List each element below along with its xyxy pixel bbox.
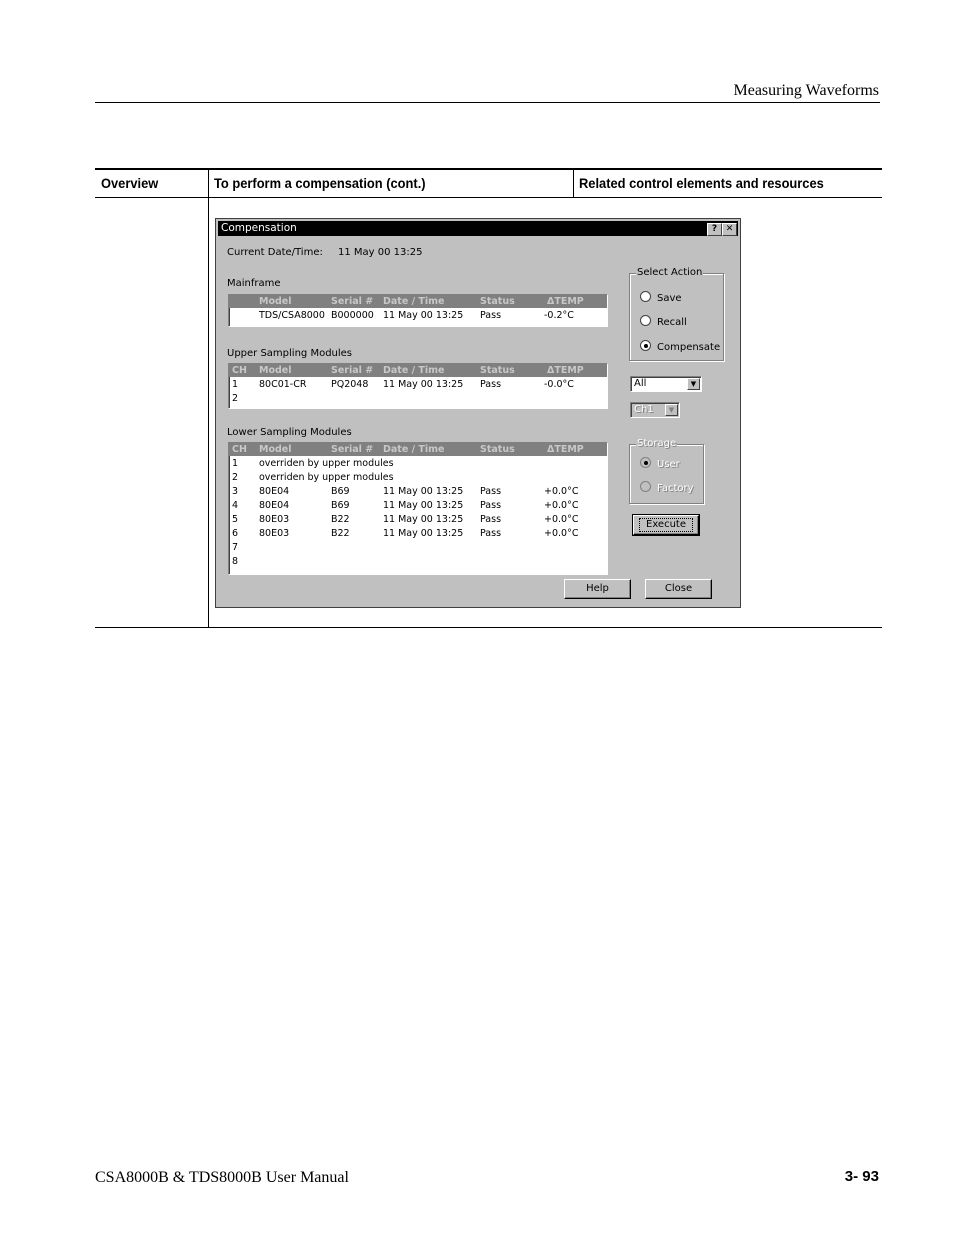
cell-datetime: 11 May 00 13:25 [383, 310, 464, 321]
cell-temp: +0.0°C [544, 486, 579, 497]
cell-ch: 1 [232, 458, 239, 469]
radio-compensate-label: Compensate [657, 342, 721, 353]
header-model: Model [259, 444, 292, 455]
grid-header [229, 364, 607, 377]
select-action-title: Select Action [637, 267, 703, 278]
cell-serial: B22 [331, 528, 350, 539]
cell-ch: 1 [232, 379, 239, 390]
section-title: Measuring Waveforms [733, 82, 879, 99]
table-row[interactable] [229, 377, 607, 391]
cell-temp: +0.0°C [544, 500, 579, 511]
cell-datetime: 11 May 00 13:25 [383, 486, 464, 497]
upper-modules-label: Upper Sampling Modules [227, 348, 353, 359]
cell-datetime: 11 May 00 13:25 [383, 528, 464, 539]
execute-button-label: Execute [639, 518, 693, 532]
storage-group [629, 438, 704, 504]
cell-status: Pass [480, 310, 502, 321]
cell-ch: 4 [232, 500, 239, 511]
radio-factory [640, 481, 694, 494]
dialog-titlebar [218, 221, 738, 236]
header-status: Status [480, 365, 515, 376]
datetime-label: Current Date/Time: [227, 247, 323, 258]
radio-user [640, 457, 680, 470]
table-row[interactable] [229, 554, 607, 568]
cell-model: 80E04 [259, 486, 290, 497]
cell-model: overriden by upper modules [259, 472, 394, 483]
table-row[interactable] [229, 526, 607, 540]
cell-status: Pass [480, 379, 502, 390]
storage-title: Storage [637, 438, 677, 449]
upper-modules-grid [228, 363, 608, 409]
header-serial: Serial # [331, 444, 374, 455]
radio-user-indicator [640, 457, 651, 468]
header-temp: ΔTEMP [547, 444, 584, 455]
grid-header [229, 443, 607, 456]
header-status: Status [480, 296, 515, 307]
cell-serial: B22 [331, 514, 350, 525]
cell-ch: 3 [232, 486, 239, 497]
manual-title: CSA8000B & TDS8000B User Manual [95, 1169, 349, 1186]
dialog-title: Compensation [221, 222, 297, 234]
column-header-related: Related control elements and resources [579, 175, 824, 191]
cell-ch: 2 [232, 472, 239, 483]
cell-model: 80C01-CR [259, 379, 307, 390]
radio-recall-label: Recall [657, 317, 687, 328]
module-select-value: All [634, 378, 647, 389]
header-rule [95, 102, 880, 103]
cell-model: overriden by upper modules [259, 458, 394, 469]
table-row[interactable] [229, 456, 607, 470]
table-row[interactable] [229, 512, 607, 526]
header-ch: CH [232, 365, 247, 376]
radio-factory-indicator [640, 481, 651, 492]
table-row[interactable] [229, 470, 607, 484]
cell-temp: +0.0°C [544, 528, 579, 539]
grid-header [229, 295, 607, 308]
close-button[interactable] [645, 579, 712, 599]
cell-serial: B69 [331, 500, 350, 511]
table-top-rule [95, 168, 882, 170]
select-action-group [629, 267, 724, 361]
chevron-down-icon[interactable]: ▼ [687, 378, 700, 390]
radio-save-indicator[interactable] [640, 291, 651, 302]
header-model: Model [259, 365, 292, 376]
cell-status: Pass [480, 486, 502, 497]
cell-temp: -0.2°C [544, 310, 574, 321]
radio-compensate-indicator[interactable] [640, 340, 651, 351]
table-column-divider [208, 170, 209, 628]
column-header-overview: Overview [101, 175, 159, 191]
cell-status: Pass [480, 528, 502, 539]
radio-recall-indicator[interactable] [640, 315, 651, 326]
cell-datetime: 11 May 00 13:25 [383, 500, 464, 511]
header-datetime: Date / Time [383, 444, 445, 455]
radio-factory-label: Factory [657, 483, 694, 494]
compensation-dialog [215, 218, 741, 608]
table-row[interactable] [229, 498, 607, 512]
header-status: Status [480, 444, 515, 455]
cell-temp: -0.0°C [544, 379, 574, 390]
column-header-procedure: To perform a compensation (cont.) [214, 175, 426, 191]
cell-model: 80E04 [259, 500, 290, 511]
cell-datetime: 11 May 00 13:25 [383, 379, 464, 390]
chevron-down-icon: ▼ [665, 404, 678, 416]
help-button-label: Help [586, 583, 609, 594]
radio-user-label: User [657, 459, 680, 470]
cell-ch: 2 [232, 393, 239, 404]
header-temp: ΔTEMP [547, 296, 584, 307]
cell-serial: B69 [331, 486, 350, 497]
cell-status: Pass [480, 514, 502, 525]
cell-datetime: 11 May 00 13:25 [383, 514, 464, 525]
radio-save-label: Save [657, 293, 682, 304]
cell-ch: 5 [232, 514, 239, 525]
cell-serial: B000000 [331, 310, 374, 321]
mainframe-grid [228, 294, 608, 327]
table-header-rule [95, 197, 882, 198]
radio-compensate[interactable] [640, 340, 720, 353]
mainframe-label: Mainframe [227, 278, 281, 289]
page-number: 3- 93 [844, 1168, 879, 1185]
cell-ch: 6 [232, 528, 239, 539]
help-button[interactable] [564, 579, 631, 599]
channel-select [630, 402, 680, 418]
table-row[interactable] [229, 484, 607, 498]
table-row[interactable] [229, 308, 607, 322]
cell-ch: 7 [232, 542, 239, 553]
help-icon[interactable]: ? [707, 223, 722, 236]
table-bottom-rule [95, 627, 882, 628]
header-model: Model [259, 296, 292, 307]
execute-button[interactable] [633, 515, 699, 535]
cell-status: Pass [480, 500, 502, 511]
header-datetime: Date / Time [383, 365, 445, 376]
cell-serial: PQ2048 [331, 379, 369, 390]
close-icon[interactable]: ✕ [722, 223, 737, 236]
header-serial: Serial # [331, 365, 374, 376]
lower-modules-label: Lower Sampling Modules [227, 427, 352, 438]
cell-temp: +0.0°C [544, 514, 579, 525]
table-column-divider [573, 170, 574, 198]
radio-save[interactable] [640, 291, 682, 304]
close-button-label: Close [664, 583, 693, 594]
module-select[interactable] [630, 376, 702, 392]
cell-model: 80E03 [259, 528, 290, 539]
header-serial: Serial # [331, 296, 374, 307]
radio-recall[interactable] [640, 315, 687, 328]
cell-ch: 8 [232, 556, 239, 567]
header-ch: CH [232, 444, 247, 455]
header-temp: ΔTEMP [547, 365, 584, 376]
table-row[interactable] [229, 540, 607, 554]
table-row[interactable] [229, 391, 607, 405]
cell-model: TDS/CSA8000 [259, 310, 325, 321]
datetime-value: 11 May 00 13:25 [338, 247, 423, 258]
header-datetime: Date / Time [383, 296, 445, 307]
channel-select-value: Ch1 [634, 404, 654, 415]
cell-model: 80E03 [259, 514, 290, 525]
lower-modules-grid [228, 442, 608, 575]
